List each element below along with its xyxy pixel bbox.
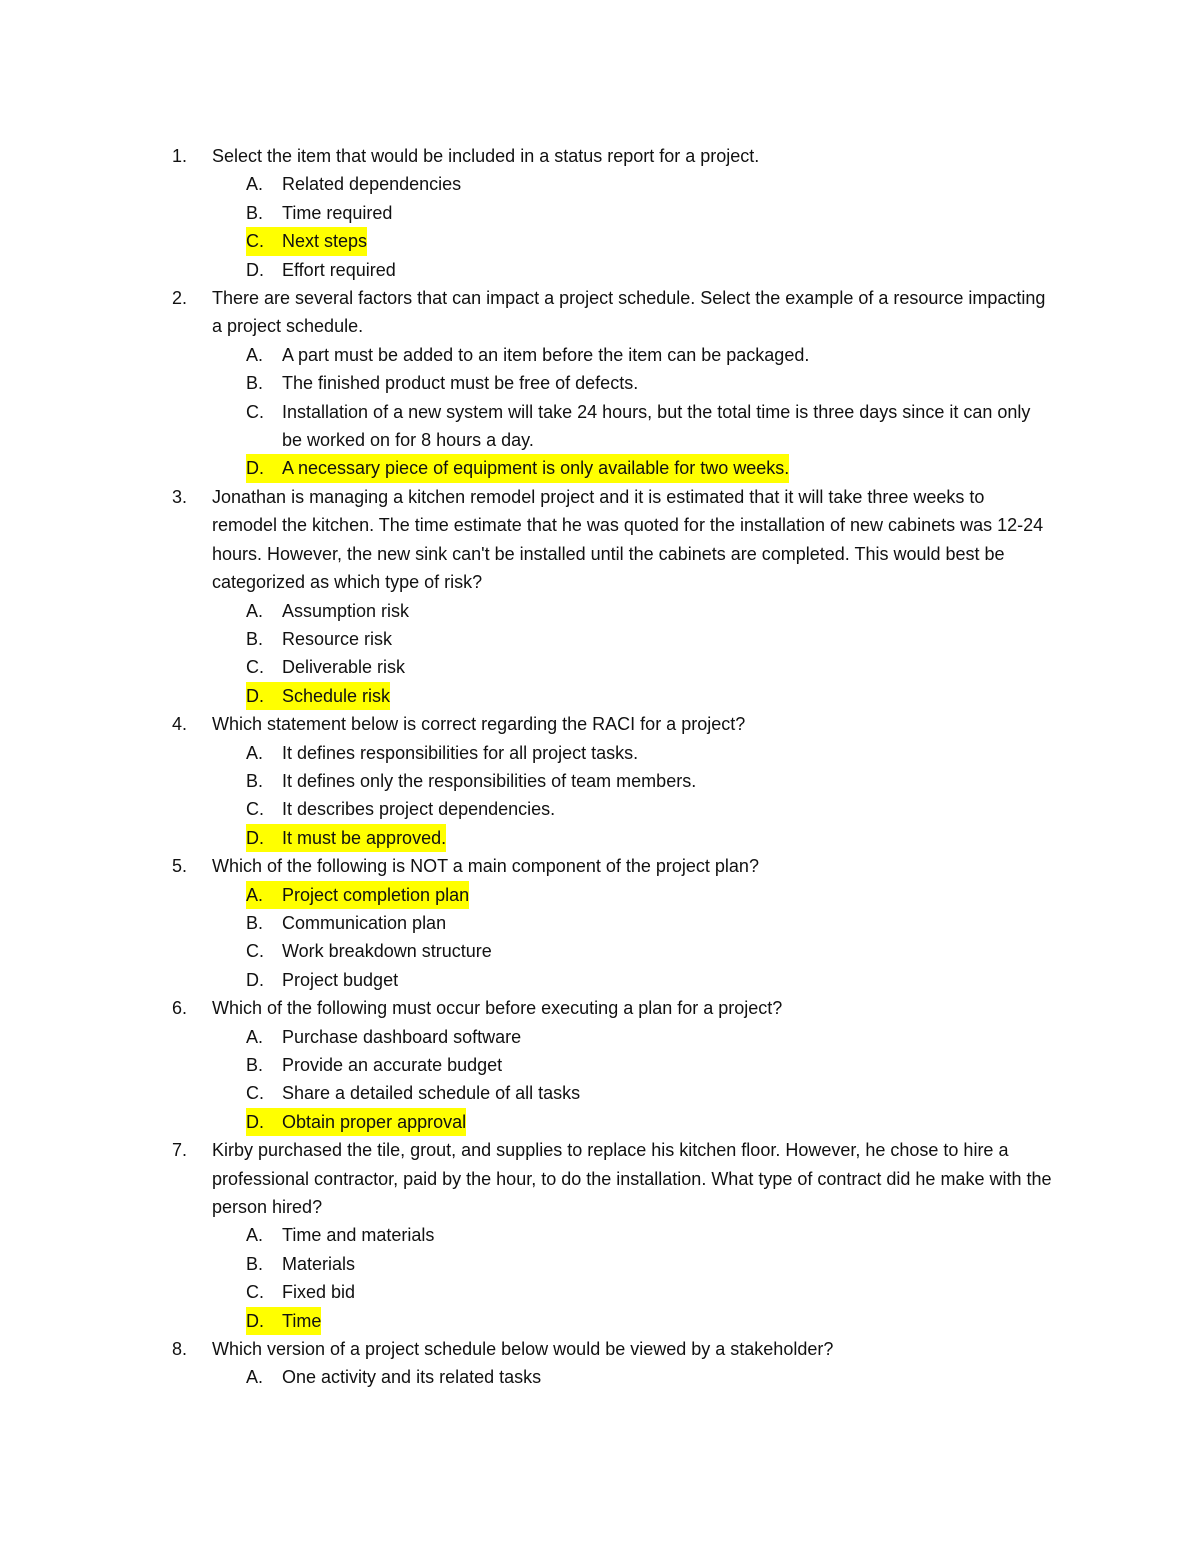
answer-option (246, 739, 1052, 767)
question-block (172, 1136, 1052, 1335)
option-letter: A. (246, 344, 264, 365)
answer-option (246, 369, 1052, 397)
answer-option (246, 909, 1052, 937)
option-letter: D. (246, 1108, 282, 1136)
option-text: Deliverable risk (282, 657, 406, 678)
question-stem (172, 284, 1052, 341)
option-letter: C. (246, 401, 264, 422)
option-text: It defines responsibilities for all project tasks. (282, 742, 639, 763)
question-number: 7. (172, 1140, 188, 1161)
option-text: Project completion plan (282, 881, 469, 909)
option-text: Time required (282, 202, 393, 223)
answer-option (246, 1278, 1052, 1306)
question-text: Jonathan is managing a kitchen remodel project and it is estimated that it will take three weeks to remodel the kitchen. The time estimate that he was quoted for the installation of new cabinets was 12-24 hours. However, the new sink can't be installed until the cabinets are completed. This would best be categorized as which type of risk? (212, 486, 1044, 593)
answer-option-correct (246, 1307, 1052, 1335)
question-block (172, 483, 1052, 710)
option-text: A necessary piece of equipment is only available for two weeks. (282, 454, 789, 482)
option-text: Time (282, 1307, 321, 1335)
option-text: It describes project dependencies. (282, 799, 556, 820)
question-text: There are several factors that can impact a project schedule. Select the example of a resource impacting a project schedule. (212, 288, 1046, 337)
answer-options (172, 170, 1052, 284)
question-text: Which of the following must occur before executing a plan for a project? (212, 998, 783, 1019)
answer-options (172, 597, 1052, 711)
question-stem (172, 1136, 1052, 1221)
option-letter: B. (246, 1253, 264, 1274)
option-letter: A. (246, 1026, 264, 1047)
answer-option-correct (246, 682, 1052, 710)
option-text: The finished product must be free of defects. (282, 373, 639, 394)
question-number: 1. (172, 146, 188, 166)
option-text: Obtain proper approval (282, 1108, 466, 1136)
option-letter: D. (246, 1307, 282, 1335)
option-text: It must be approved. (282, 824, 446, 852)
question-number: 6. (172, 998, 188, 1019)
question-block (172, 1335, 1052, 1392)
option-text: Resource risk (282, 628, 393, 649)
option-letter: D. (246, 259, 264, 280)
question-stem (172, 1335, 1052, 1363)
option-text: Related dependencies (282, 174, 462, 195)
option-letter: B. (246, 912, 264, 933)
option-letter: C. (246, 227, 282, 255)
option-letter: A. (246, 1225, 264, 1246)
option-text: Assumption risk (282, 600, 410, 621)
option-text: Communication plan (282, 912, 447, 933)
option-text: Purchase dashboard software (282, 1026, 522, 1047)
answer-option (246, 341, 1052, 369)
option-text: Share a detailed schedule of all tasks (282, 1083, 581, 1104)
answer-options (172, 881, 1052, 995)
option-letter: A. (246, 881, 282, 909)
answer-option-correct (246, 881, 1052, 909)
answer-option (246, 1221, 1052, 1249)
answer-option (246, 966, 1052, 994)
option-text: It defines only the responsibilities of team members. (282, 770, 697, 791)
answer-option (246, 170, 1052, 198)
answer-option (246, 1363, 1052, 1391)
answer-option (246, 1079, 1052, 1107)
question-text: Which of the following is NOT a main component of the project plan? (212, 856, 759, 877)
answer-options (172, 1221, 1052, 1335)
question-block (172, 284, 1052, 483)
option-letter: C. (246, 1083, 264, 1104)
option-letter: D. (246, 682, 282, 710)
question-text: Which statement below is correct regarding the RACI for a project? (212, 714, 746, 735)
option-letter: D. (246, 824, 282, 852)
answer-option-correct (246, 227, 1052, 255)
option-letter: D. (246, 969, 264, 990)
option-text: Work breakdown structure (282, 941, 492, 962)
option-text: Project budget (282, 969, 399, 990)
option-text: A part must be added to an item before the item can be packaged. (282, 344, 810, 365)
option-letter: C. (246, 657, 264, 678)
answer-option (246, 625, 1052, 653)
option-letter: A. (246, 174, 264, 195)
question-block (172, 142, 1052, 284)
question-stem (172, 994, 1052, 1022)
answer-option (246, 1051, 1052, 1079)
answer-option (246, 256, 1052, 284)
option-text: Effort required (282, 259, 396, 280)
question-number: 5. (172, 856, 188, 877)
option-letter: B. (246, 628, 264, 649)
option-text: Next steps (282, 227, 367, 255)
answer-options (172, 1363, 1052, 1391)
question-block (172, 994, 1052, 1136)
answer-option (246, 795, 1052, 823)
option-letter: A. (246, 600, 264, 621)
question-number: 4. (172, 714, 188, 735)
answer-option (246, 1250, 1052, 1278)
question-stem (172, 710, 1052, 738)
answer-option (246, 653, 1052, 681)
option-letter: B. (246, 373, 264, 394)
answer-option (246, 1023, 1052, 1051)
answer-option (246, 398, 1052, 455)
question-stem (172, 483, 1052, 597)
question-stem (172, 852, 1052, 880)
answer-option-correct (246, 824, 1052, 852)
answer-options (172, 341, 1052, 483)
question-text: Which version of a project schedule below would be viewed by a stakeholder? (212, 1339, 834, 1360)
answer-option (246, 597, 1052, 625)
option-text: Materials (282, 1253, 356, 1274)
option-letter: A. (246, 1367, 264, 1388)
answer-option (246, 767, 1052, 795)
question-stem (172, 142, 1052, 170)
answer-option (246, 199, 1052, 227)
option-letter: A. (246, 742, 264, 763)
quiz-question-list (172, 142, 1052, 1392)
answer-option-correct (246, 454, 1052, 482)
option-letter: C. (246, 1282, 264, 1303)
option-text: Fixed bid (282, 1282, 356, 1303)
question-text: Kirby purchased the tile, grout, and supplies to replace his kitchen floor. However, he chose to hire a professional contractor, paid by the hour, to do the installation. What type of contract did he make with the person hired? (212, 1140, 1052, 1218)
option-letter: D. (246, 454, 282, 482)
option-letter: B. (246, 202, 264, 223)
option-text: Installation of a new system will take 24 hours, but the total time is three days since it can only be worked on for 8 hours a day. (282, 401, 1031, 451)
option-text: Provide an accurate budget (282, 1055, 503, 1075)
option-text: One activity and its related tasks (282, 1367, 542, 1388)
option-letter: B. (246, 770, 264, 791)
option-text: Time and materials (282, 1225, 435, 1246)
answer-option-correct (246, 1108, 1052, 1136)
answer-options (172, 739, 1052, 853)
answer-option (246, 937, 1052, 965)
question-number: 8. (172, 1339, 188, 1360)
option-letter: C. (246, 941, 264, 962)
question-block (172, 710, 1052, 852)
question-number: 3. (172, 486, 188, 507)
option-letter: B. (246, 1055, 264, 1075)
option-text: Schedule risk (282, 682, 390, 710)
answer-options (172, 1023, 1052, 1137)
question-number: 2. (172, 288, 188, 309)
question-text: Select the item that would be included in a status report for a project. (212, 146, 760, 166)
option-letter: C. (246, 799, 264, 820)
question-block (172, 852, 1052, 994)
